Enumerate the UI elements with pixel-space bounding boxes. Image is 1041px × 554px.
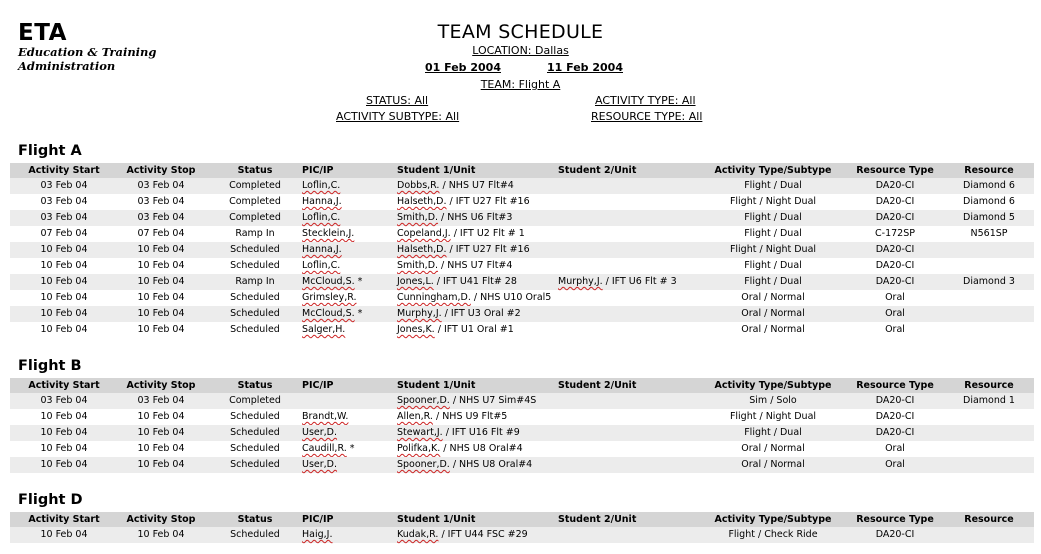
- table-row: [10, 210, 1034, 226]
- activity-type-cell: Flight / Dual: [744, 180, 802, 191]
- student2-cell: [558, 274, 677, 290]
- flight-title: Flight A: [18, 143, 82, 159]
- activity-start-cell: 10 Feb 04: [40, 260, 88, 271]
- student1-name: Smith,D.: [397, 260, 439, 271]
- table-row: [10, 425, 1034, 441]
- resource-type-cell: DA20-CI: [875, 212, 915, 223]
- student1-unit: / NHS U7 Flt#4: [438, 260, 513, 271]
- pic-ip-cell: [302, 274, 362, 290]
- student1-cell: [397, 210, 512, 226]
- pic-ip-cell: [302, 322, 345, 338]
- activity-type-filter: ACTIVITY TYPE: All: [595, 94, 696, 107]
- column-header-student1-unit: Student 1/Unit: [397, 165, 476, 176]
- resource-type-cell: DA20-CI: [875, 260, 915, 271]
- table-row: [10, 322, 1034, 338]
- resource-type-cell: DA20-CI: [875, 427, 915, 438]
- resource-type-cell: DA20-CI: [875, 244, 915, 255]
- column-header-status: Status: [237, 380, 273, 391]
- pic-name: McCloud,S.: [302, 276, 355, 287]
- student1-cell: [397, 306, 521, 322]
- activity-stop-cell: 10 Feb 04: [137, 308, 185, 319]
- status-cell: Scheduled: [230, 427, 280, 438]
- student1-name: Cunningham,D.: [397, 292, 471, 303]
- student1-name: Spooner,D.: [397, 395, 450, 406]
- student1-name: Smith,D.: [397, 212, 439, 223]
- pic-marker: *: [354, 308, 363, 319]
- column-header-status: Status: [237, 514, 273, 525]
- activity-start-cell: 10 Feb 04: [40, 427, 88, 438]
- table-row: [10, 393, 1034, 409]
- activity-type-cell: Flight / Dual: [744, 260, 802, 271]
- column-header-pic-ip: PIC/IP: [302, 514, 334, 525]
- pic-ip-cell: [302, 226, 354, 242]
- activity-type-cell: Flight / Night Dual: [729, 244, 817, 255]
- status-cell: Completed: [229, 196, 281, 207]
- status-cell: Scheduled: [230, 443, 280, 454]
- pic-ip-cell: [302, 457, 337, 473]
- student1-unit: / IFT U27 Flt #16: [446, 244, 530, 255]
- column-header-student1-unit: Student 1/Unit: [397, 514, 476, 525]
- activity-stop-cell: 03 Feb 04: [137, 395, 185, 406]
- resource-type-cell: Oral: [885, 308, 905, 319]
- activity-type-cell: Flight / Dual: [744, 427, 802, 438]
- pic-name: Loflin,C.: [302, 180, 341, 191]
- activity-stop-cell: 10 Feb 04: [137, 244, 185, 255]
- student1-name: Halseth,D.: [397, 196, 447, 207]
- activity-start-cell: 10 Feb 04: [40, 308, 88, 319]
- student1-cell: [397, 274, 517, 290]
- table-header-row: [10, 378, 1034, 393]
- table-row: [10, 194, 1034, 210]
- student1-unit: / NHS U6 Flt#3: [438, 212, 513, 223]
- student1-cell: [397, 290, 551, 306]
- resource-type-cell: Oral: [885, 459, 905, 470]
- activity-start-cell: 10 Feb 04: [40, 324, 88, 335]
- student1-cell: [397, 425, 520, 441]
- table-row: [10, 226, 1034, 242]
- activity-stop-cell: 10 Feb 04: [137, 324, 185, 335]
- activity-type-cell: Sim / Solo: [749, 395, 797, 406]
- status-cell: Scheduled: [230, 292, 280, 303]
- student1-cell: [397, 441, 523, 457]
- student1-name: Polifka,K.: [397, 443, 441, 454]
- pic-name: Brandt,W.: [302, 411, 349, 422]
- student1-cell: [397, 409, 507, 425]
- activity-start-cell: 10 Feb 04: [40, 529, 88, 540]
- pic-name: User,D.: [302, 459, 338, 470]
- student1-unit: / IFT U16 Flt #9: [442, 427, 520, 438]
- resource-type-cell: DA20-CI: [875, 276, 915, 287]
- activity-start-cell: 07 Feb 04: [40, 228, 88, 239]
- logo-subtitle-line2: Administration: [18, 59, 116, 73]
- student1-unit: / NHS U8 Oral#4: [440, 443, 523, 454]
- report-title: TEAM SCHEDULE: [437, 21, 604, 43]
- column-header-activity-stop: Activity Stop: [126, 165, 196, 176]
- date-from: 01 Feb 2004: [425, 61, 501, 74]
- pic-name: User,D.: [302, 427, 338, 438]
- pic-ip-cell: [302, 425, 337, 441]
- resource-cell: Diamond 3: [963, 276, 1015, 287]
- resource-type-cell: Oral: [885, 292, 905, 303]
- student1-cell: [397, 527, 528, 543]
- activity-type-cell: Flight / Dual: [744, 212, 802, 223]
- status-cell: Scheduled: [230, 244, 280, 255]
- activity-start-cell: 03 Feb 04: [40, 212, 88, 223]
- activity-stop-cell: 10 Feb 04: [137, 276, 185, 287]
- student1-unit: / NHS U7 Sim#4S: [449, 395, 537, 406]
- student1-cell: [397, 258, 512, 274]
- student1-name: Halseth,D.: [397, 244, 447, 255]
- column-header-activity-type: Activity Type/Subtype: [714, 514, 832, 525]
- student1-name: Jones,K.: [397, 324, 435, 335]
- pic-name: Haig,J.: [302, 529, 333, 540]
- student1-name: Murphy,J.: [397, 308, 442, 319]
- activity-start-cell: 03 Feb 04: [40, 180, 88, 191]
- student1-name: Spooner,D.: [397, 459, 450, 470]
- date-to: 11 Feb 2004: [547, 61, 623, 74]
- table-row: [10, 242, 1034, 258]
- student1-unit: / IFT U3 Oral #2: [441, 308, 521, 319]
- activity-start-cell: 10 Feb 04: [40, 292, 88, 303]
- pic-name: Stecklein,J.: [302, 228, 355, 239]
- status-cell: Completed: [229, 212, 281, 223]
- resource-cell: Diamond 6: [963, 196, 1015, 207]
- activity-type-cell: Oral / Normal: [741, 443, 805, 454]
- activity-stop-cell: 10 Feb 04: [137, 411, 185, 422]
- resource-type-cell: DA20-CI: [875, 180, 915, 191]
- student1-cell: [397, 322, 514, 338]
- pic-ip-cell: [302, 194, 342, 210]
- column-header-resource-type: Resource Type: [856, 380, 934, 391]
- activity-stop-cell: 10 Feb 04: [137, 292, 185, 303]
- pic-ip-cell: [302, 409, 348, 425]
- flight-title: Flight D: [18, 492, 83, 508]
- pic-marker: *: [354, 276, 363, 287]
- column-header-student2-unit: Student 2/Unit: [558, 380, 637, 391]
- pic-name: Caudill,R.: [302, 443, 347, 454]
- student2-name: Murphy,J.: [558, 276, 603, 287]
- student1-name: Stewart,J.: [397, 427, 443, 438]
- status-cell: Scheduled: [230, 308, 280, 319]
- resource-type-cell: Oral: [885, 443, 905, 454]
- resource-type-cell: DA20-CI: [875, 529, 915, 540]
- column-header-student2-unit: Student 2/Unit: [558, 165, 637, 176]
- column-header-activity-stop: Activity Stop: [126, 514, 196, 525]
- activity-type-cell: Flight / Dual: [744, 228, 802, 239]
- status-cell: Scheduled: [230, 260, 280, 271]
- table-row: [10, 274, 1034, 290]
- activity-start-cell: 10 Feb 04: [40, 411, 88, 422]
- student1-cell: [397, 226, 525, 242]
- activity-stop-cell: 03 Feb 04: [137, 212, 185, 223]
- student1-name: Allen,R.: [397, 411, 433, 422]
- activity-stop-cell: 10 Feb 04: [137, 260, 185, 271]
- resource-type-cell: Oral: [885, 324, 905, 335]
- activity-start-cell: 03 Feb 04: [40, 196, 88, 207]
- student1-unit: / IFT U44 FSC #29: [438, 529, 528, 540]
- table-row: [10, 441, 1034, 457]
- student1-unit: / IFT U41 Flt# 28: [433, 276, 517, 287]
- activity-stop-cell: 10 Feb 04: [137, 459, 185, 470]
- pic-ip-cell: [302, 242, 342, 258]
- flight-title: Flight B: [18, 358, 82, 374]
- column-header-activity-start: Activity Start: [28, 380, 100, 391]
- student2-unit: / IFT U6 Flt # 3: [602, 276, 677, 287]
- column-header-activity-type: Activity Type/Subtype: [714, 380, 832, 391]
- resource-type-cell: DA20-CI: [875, 411, 915, 422]
- logo-subtitle-line1: Education & Training: [18, 45, 157, 59]
- pic-name: Salger,H.: [302, 324, 346, 335]
- status-cell: Completed: [229, 180, 281, 191]
- table-header-row: [10, 512, 1034, 527]
- column-header-resource: Resource: [964, 380, 1014, 391]
- table-row: [10, 178, 1034, 194]
- student1-cell: [397, 194, 530, 210]
- resource-cell: Diamond 6: [963, 180, 1015, 191]
- student1-name: Dobbs,R.: [397, 180, 440, 191]
- pic-name: Loflin,C.: [302, 260, 341, 271]
- column-header-student1-unit: Student 1/Unit: [397, 380, 476, 391]
- status-cell: Scheduled: [230, 324, 280, 335]
- activity-type-cell: Flight / Check Ride: [728, 529, 818, 540]
- activity-start-cell: 10 Feb 04: [40, 244, 88, 255]
- activity-type-cell: Oral / Normal: [741, 292, 805, 303]
- activity-start-cell: 03 Feb 04: [40, 395, 88, 406]
- column-header-pic-ip: PIC/IP: [302, 380, 334, 391]
- location-label: LOCATION: Dallas: [472, 44, 569, 57]
- pic-name: Hanna,J.: [302, 196, 342, 207]
- pic-ip-cell: [302, 258, 340, 274]
- schedule-table: [10, 512, 1034, 543]
- status-cell: Ramp In: [235, 276, 275, 287]
- resource-type-cell: DA20-CI: [875, 196, 915, 207]
- column-header-activity-start: Activity Start: [28, 514, 100, 525]
- pic-name: Hanna,J.: [302, 244, 342, 255]
- activity-subtype-filter: ACTIVITY SUBTYPE: All: [336, 110, 460, 123]
- student1-unit: / IFT U1 Oral #1: [434, 324, 514, 335]
- student1-cell: [397, 242, 530, 258]
- activity-type-cell: Oral / Normal: [741, 324, 805, 335]
- pic-marker: *: [346, 443, 355, 454]
- student1-unit: / IFT U27 Flt #16: [446, 196, 530, 207]
- activity-stop-cell: 10 Feb 04: [137, 529, 185, 540]
- resource-cell: N561SP: [970, 228, 1008, 239]
- student1-name: Jones,L.: [397, 276, 434, 287]
- resource-cell: Diamond 5: [963, 212, 1015, 223]
- student1-unit: / NHS U9 Flt#5: [432, 411, 508, 422]
- student1-name: Copeland,J.: [397, 228, 451, 239]
- activity-start-cell: 10 Feb 04: [40, 459, 88, 470]
- schedule-table: [10, 378, 1034, 473]
- table-row: [10, 306, 1034, 322]
- activity-stop-cell: 10 Feb 04: [137, 427, 185, 438]
- activity-type-cell: Flight / Dual: [744, 276, 802, 287]
- status-cell: Ramp In: [235, 228, 275, 239]
- table-row: [10, 409, 1034, 425]
- activity-type-cell: Oral / Normal: [741, 459, 805, 470]
- pic-name: Grimsley,R.: [302, 292, 357, 303]
- pic-ip-cell: [302, 441, 355, 457]
- schedule-table: [10, 163, 1034, 338]
- student1-unit: / NHS U10 Oral5: [470, 292, 552, 303]
- student1-cell: [397, 178, 514, 194]
- activity-stop-cell: 03 Feb 04: [137, 196, 185, 207]
- column-header-resource: Resource: [964, 165, 1014, 176]
- column-header-activity-stop: Activity Stop: [126, 380, 196, 391]
- column-header-activity-start: Activity Start: [28, 165, 100, 176]
- student1-name: Kudak,R.: [397, 529, 439, 540]
- pic-ip-cell: [302, 527, 332, 543]
- student1-cell: [397, 393, 536, 409]
- pic-ip-cell: [302, 178, 340, 194]
- status-cell: Scheduled: [230, 529, 280, 540]
- column-header-resource-type: Resource Type: [856, 514, 934, 525]
- column-header-student2-unit: Student 2/Unit: [558, 514, 637, 525]
- student1-cell: [397, 457, 532, 473]
- pic-ip-cell: [302, 290, 357, 306]
- column-header-resource: Resource: [964, 514, 1014, 525]
- activity-stop-cell: 03 Feb 04: [137, 180, 185, 191]
- student1-unit: / IFT U2 Flt # 1: [450, 228, 525, 239]
- resource-type-filter: RESOURCE TYPE: All: [591, 110, 703, 123]
- resource-type-cell: DA20-CI: [875, 395, 915, 406]
- student1-unit: / NHS U7 Flt#4: [439, 180, 514, 191]
- eta-logo: ETA: [18, 20, 67, 46]
- status-cell: Scheduled: [230, 459, 280, 470]
- column-header-status: Status: [237, 165, 273, 176]
- team-label: TEAM: Flight A: [480, 78, 561, 91]
- table-header-row: [10, 163, 1034, 178]
- table-row: [10, 290, 1034, 306]
- resource-type-cell: C-172SP: [875, 228, 915, 239]
- activity-stop-cell: 10 Feb 04: [137, 443, 185, 454]
- status-filter: STATUS: All: [366, 94, 429, 107]
- activity-start-cell: 10 Feb 04: [40, 443, 88, 454]
- student1-unit: / NHS U8 Oral#4: [449, 459, 533, 470]
- status-cell: Completed: [229, 395, 281, 406]
- resource-cell: Diamond 1: [963, 395, 1015, 406]
- column-header-activity-type: Activity Type/Subtype: [714, 165, 832, 176]
- pic-ip-cell: [302, 306, 362, 322]
- pic-name: McCloud,S.: [302, 308, 355, 319]
- table-row: [10, 258, 1034, 274]
- activity-start-cell: 10 Feb 04: [40, 276, 88, 287]
- status-cell: Scheduled: [230, 411, 280, 422]
- table-row: [10, 457, 1034, 473]
- activity-type-cell: Flight / Night Dual: [729, 411, 817, 422]
- activity-type-cell: Oral / Normal: [741, 308, 805, 319]
- activity-stop-cell: 07 Feb 04: [137, 228, 185, 239]
- activity-type-cell: Flight / Night Dual: [729, 196, 817, 207]
- column-header-resource-type: Resource Type: [856, 165, 934, 176]
- column-header-pic-ip: PIC/IP: [302, 165, 334, 176]
- table-row: [10, 527, 1034, 543]
- pic-name: Loflin,C.: [302, 212, 341, 223]
- pic-ip-cell: [302, 210, 340, 226]
